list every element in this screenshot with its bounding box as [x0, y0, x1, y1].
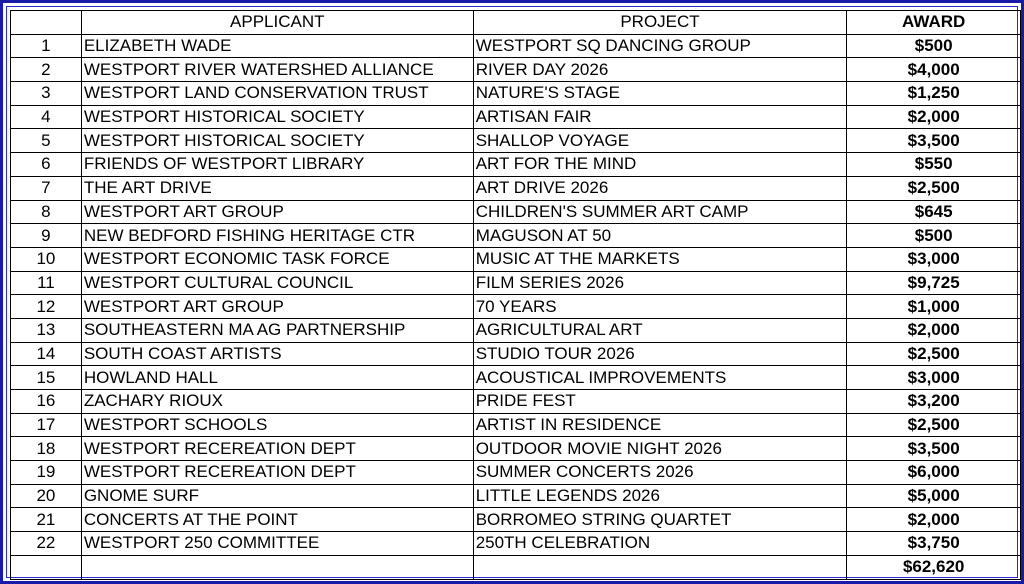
award-cell: $3,500: [847, 437, 1021, 461]
row-number: 13: [11, 318, 82, 342]
table-row: [11, 129, 1021, 153]
project-cell: 70 YEARS: [473, 295, 847, 319]
applicant-cell: HOWLAND HALL: [81, 366, 473, 390]
project-cell: SHALLOP VOYAGE: [473, 129, 847, 153]
award-cell: $2,000: [847, 508, 1021, 532]
award-cell: $2,500: [847, 342, 1021, 366]
award-cell: $645: [847, 200, 1021, 224]
project-cell: LITTLE LEGENDS 2026: [473, 484, 847, 508]
table-row: [11, 532, 1021, 556]
row-number: 7: [11, 176, 82, 200]
row-number: 4: [11, 105, 82, 129]
award-cell: $3,200: [847, 390, 1021, 414]
applicant-cell: GNOME SURF: [81, 484, 473, 508]
project-cell: CHILDREN'S SUMMER ART CAMP: [473, 200, 847, 224]
project-cell: STUDIO TOUR 2026: [473, 342, 847, 366]
table-row: [11, 342, 1021, 366]
row-number: 1: [11, 34, 82, 58]
table-row: [11, 176, 1021, 200]
applicant-cell: WESTPORT RIVER WATERSHED ALLIANCE: [81, 58, 473, 82]
table-row: [11, 200, 1021, 224]
row-number: 14: [11, 342, 82, 366]
award-cell: $500: [847, 34, 1021, 58]
award-cell: $9,725: [847, 271, 1021, 295]
applicant-cell: WESTPORT LAND CONSERVATION TRUST: [81, 82, 473, 106]
applicant-cell: WESTPORT HISTORICAL SOCIETY: [81, 105, 473, 129]
row-number: 15: [11, 366, 82, 390]
award-cell: $2,000: [847, 318, 1021, 342]
award-cell: $1,250: [847, 82, 1021, 106]
total-applicant-cell: [81, 555, 473, 579]
award-cell: $5,000: [847, 484, 1021, 508]
project-cell: MAGUSON AT 50: [473, 224, 847, 248]
row-number: 21: [11, 508, 82, 532]
applicant-cell: FRIENDS OF WESTPORT LIBRARY: [81, 153, 473, 177]
total-award: $62,620: [847, 555, 1021, 579]
table-row: [11, 224, 1021, 248]
table-row: [11, 508, 1021, 532]
table-row: [11, 295, 1021, 319]
award-cell: $4,000: [847, 58, 1021, 82]
total-project-cell: [473, 555, 847, 579]
row-number: 16: [11, 390, 82, 414]
table-body: [11, 34, 1021, 555]
applicant-cell: WESTPORT ECONOMIC TASK FORCE: [81, 247, 473, 271]
project-cell: BORROMEO STRING QUARTET: [473, 508, 847, 532]
award-cell: $1,000: [847, 295, 1021, 319]
project-cell: 250TH CELEBRATION: [473, 532, 847, 556]
table-row: [11, 82, 1021, 106]
table-row: [11, 247, 1021, 271]
award-cell: $3,500: [847, 129, 1021, 153]
applicant-cell: SOUTH COAST ARTISTS: [81, 342, 473, 366]
table-row: [11, 366, 1021, 390]
project-cell: WESTPORT SQ DANCING GROUP: [473, 34, 847, 58]
applicant-cell: WESTPORT RECEREATION DEPT: [81, 461, 473, 485]
project-cell: ARTIST IN RESIDENCE: [473, 413, 847, 437]
table-row: [11, 318, 1021, 342]
row-number: 9: [11, 224, 82, 248]
applicant-cell: ZACHARY RIOUX: [81, 390, 473, 414]
applicant-cell: THE ART DRIVE: [81, 176, 473, 200]
project-cell: MUSIC AT THE MARKETS: [473, 247, 847, 271]
award-cell: $3,000: [847, 366, 1021, 390]
total-row: [11, 555, 1021, 579]
applicant-cell: WESTPORT 250 COMMITTEE: [81, 532, 473, 556]
project-cell: ART DRIVE 2026: [473, 176, 847, 200]
project-cell: OUTDOOR MOVIE NIGHT 2026: [473, 437, 847, 461]
project-cell: SUMMER CONCERTS 2026: [473, 461, 847, 485]
row-number: 3: [11, 82, 82, 106]
row-number: 8: [11, 200, 82, 224]
project-cell: AGRICULTURAL ART: [473, 318, 847, 342]
award-cell: $3,750: [847, 532, 1021, 556]
table-row: [11, 153, 1021, 177]
project-cell: PRIDE FEST: [473, 390, 847, 414]
header-number: [11, 11, 82, 35]
row-number: 2: [11, 58, 82, 82]
header-award: AWARD: [847, 11, 1021, 35]
project-cell: FILM SERIES 2026: [473, 271, 847, 295]
table-row: [11, 413, 1021, 437]
row-number: 5: [11, 129, 82, 153]
row-number: 6: [11, 153, 82, 177]
award-cell: $3,000: [847, 247, 1021, 271]
row-number: 18: [11, 437, 82, 461]
applicant-cell: WESTPORT CULTURAL COUNCIL: [81, 271, 473, 295]
award-cell: $2,500: [847, 176, 1021, 200]
project-cell: ACOUSTICAL IMPROVEMENTS: [473, 366, 847, 390]
header-applicant: APPLICANT: [81, 11, 473, 35]
row-number: 19: [11, 461, 82, 485]
table-row: [11, 271, 1021, 295]
header-project: PROJECT: [473, 11, 847, 35]
project-cell: RIVER DAY 2026: [473, 58, 847, 82]
row-number: 22: [11, 532, 82, 556]
applicant-cell: CONCERTS AT THE POINT: [81, 508, 473, 532]
applicant-cell: WESTPORT RECEREATION DEPT: [81, 437, 473, 461]
row-number: 20: [11, 484, 82, 508]
applicant-cell: WESTPORT ART GROUP: [81, 200, 473, 224]
applicant-cell: SOUTHEASTERN MA AG PARTNERSHIP: [81, 318, 473, 342]
table-row: [11, 34, 1021, 58]
award-cell: $6,000: [847, 461, 1021, 485]
table-row: [11, 390, 1021, 414]
row-number: 17: [11, 413, 82, 437]
table-row: [11, 461, 1021, 485]
table-row: [11, 58, 1021, 82]
applicant-cell: NEW BEDFORD FISHING HERITAGE CTR: [81, 224, 473, 248]
award-cell: $2,500: [847, 413, 1021, 437]
awards-table: [10, 10, 1021, 580]
row-number: 12: [11, 295, 82, 319]
header-row: [11, 11, 1021, 35]
applicant-cell: WESTPORT HISTORICAL SOCIETY: [81, 129, 473, 153]
table-row: [11, 484, 1021, 508]
applicant-cell: WESTPORT SCHOOLS: [81, 413, 473, 437]
project-cell: NATURE'S STAGE: [473, 82, 847, 106]
project-cell: ART FOR THE MIND: [473, 153, 847, 177]
total-number-cell: [11, 555, 82, 579]
award-cell: $500: [847, 224, 1021, 248]
table-row: [11, 437, 1021, 461]
row-number: 11: [11, 271, 82, 295]
award-cell: $550: [847, 153, 1021, 177]
project-cell: ARTISAN FAIR: [473, 105, 847, 129]
award-cell: $2,000: [847, 105, 1021, 129]
applicant-cell: ELIZABETH WADE: [81, 34, 473, 58]
table-row: [11, 105, 1021, 129]
applicant-cell: WESTPORT ART GROUP: [81, 295, 473, 319]
row-number: 10: [11, 247, 82, 271]
